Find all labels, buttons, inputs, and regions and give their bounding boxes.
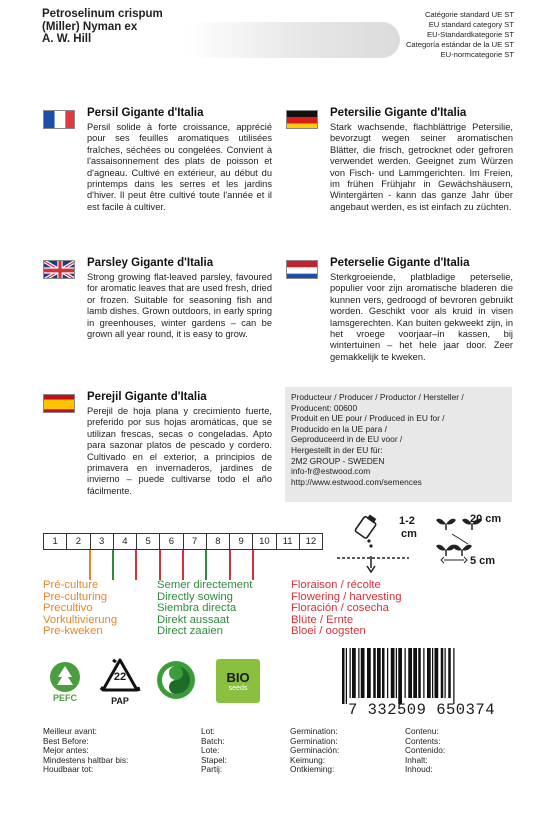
legend-line: Floraison / récolte — [291, 579, 381, 591]
calendar-mark — [135, 550, 137, 580]
fr-description: Persil solide à forte croissance, apprécié pour ses feuilles aromatiques utilisées fraîches, séchées ou congelées. Convient à l'assaisonnement des plats de poisson et d'agneau. Cultivé en extérieur, au début du printemps dans les serres et les jardins d'hiver. Il peut être cultivé toute l'année et il est facile à cultiver. — [87, 122, 272, 212]
lot-labels — [201, 727, 227, 775]
de-description: Stark wachsende, flachblättrige Petersilie, bevorzugt wegen seiner aromatischen Blätter, die frisch, getrocknet oder gefroren verwendet werden. Geeignet zum Würzen von Fisch- und Lammgerichten. Im Freien, im frühen Frühjahr in Gewächshäusern, Wintergärten - kann das ganze Jahr über angebaut werden, es ist einfach zu züchten. — [330, 122, 513, 212]
month-cell: 8 — [207, 534, 230, 549]
producer-line: 2M2 GROUP - SWEDEN — [291, 455, 385, 466]
category-line: EU standard category ST — [428, 20, 514, 29]
spain-flag-icon — [43, 394, 75, 413]
de-title: Petersilie Gigante d'Italia — [330, 107, 467, 119]
plant-spacing: 5 cm — [470, 555, 496, 567]
producer-line: Producido en la UE para / — [291, 423, 387, 434]
field-label: Inhoud: — [405, 764, 433, 775]
category-line: Categoría estándar de la UE ST — [405, 40, 514, 49]
field-label: Best Before: — [43, 735, 89, 746]
legend-preculture — [43, 580, 117, 638]
field-label: Germinación: — [290, 745, 340, 756]
calendar-mark — [205, 550, 207, 580]
barcode-bar — [398, 648, 402, 704]
barcode-bar — [448, 648, 451, 698]
barcode-bars — [330, 646, 513, 704]
field-label: Ontkieming: — [290, 764, 335, 775]
producer-line: Geproduceerd in de EU voor / — [291, 434, 403, 445]
green-dot-icon — [156, 660, 196, 705]
legend-line: Vorkultivierung — [43, 613, 118, 626]
nl-description: Sterkgroeiende, platbladige peterselie, populier voor zijn aromatische bladeren die kunnen vers, gedroogd of bevroren gebruikt worden. Geschikt voor als kruid in visen lamsgerechten. Kan buiten gekweekt zijn, in het vroege voorjaar–in kassen, bij wintertuinen – het hele jaar door. Zeer gemakkelijk te kweken. — [330, 272, 513, 362]
producer-line: Produit en UE pour / Produced in EU for / — [291, 413, 445, 424]
legend-line: Pre-kweken — [43, 625, 103, 638]
field-label: Contents: — [405, 735, 441, 746]
month-cell: 5 — [137, 534, 160, 549]
producer-info-box — [285, 387, 512, 502]
legend-line: Siembra directa — [157, 602, 237, 615]
sowing-depth-info — [333, 508, 417, 578]
month-cell: 9 — [230, 534, 253, 549]
barcode-bar — [361, 648, 365, 698]
barcode-bar — [352, 648, 356, 698]
barcode-bar — [382, 648, 385, 698]
calendar-mark — [182, 550, 184, 580]
calendar-mark — [112, 550, 114, 580]
barcode-bar — [367, 648, 371, 698]
barcode-bar — [373, 648, 376, 698]
barcode-bar — [453, 648, 454, 704]
calendar-mark — [159, 550, 161, 580]
eu-category-list — [364, 10, 514, 60]
producer-line: Hergestellt in der EU für: — [291, 444, 383, 455]
legend-line: Direkt aussaat — [157, 613, 230, 626]
barcode-bar — [423, 648, 424, 698]
france-flag-icon — [43, 110, 75, 129]
legend-line: Pre-culturing — [43, 590, 108, 603]
field-label: Meilleur avant: — [43, 726, 97, 736]
legend-line: Flowering / harvesting — [291, 590, 402, 603]
depth-unit: cm — [401, 528, 417, 540]
barcode-bar — [418, 648, 421, 698]
field-label: Germination: — [290, 726, 338, 736]
month-cell: 2 — [67, 534, 90, 549]
species-line: (Miller) Nyman ex — [42, 20, 138, 33]
legend-line: Precultivo — [43, 602, 93, 615]
legend-line: Bloei / oogsten — [291, 625, 366, 638]
month-cell: 11 — [277, 534, 300, 549]
legend-line: Direct zaaien — [157, 625, 223, 638]
barcode-bar — [445, 648, 446, 698]
pefc-logo — [42, 658, 88, 708]
field-label: Mindestens haltbar bis: — [43, 754, 129, 765]
recycle-logo — [98, 657, 142, 709]
field-label: Inhalt: — [405, 754, 428, 765]
barcode-bar — [358, 648, 359, 698]
field-label: Keimung: — [290, 754, 326, 765]
depth-value: 1-2 — [399, 515, 415, 527]
producer-line: Producteur / Producer / Productor / Hersteller / — [291, 392, 464, 402]
producer-line: Producent: 00600 — [291, 402, 358, 413]
calendar-mark — [89, 550, 91, 580]
bio-label: BIO — [226, 670, 250, 685]
contents-labels — [405, 727, 445, 775]
es-description: Perejil de hoja plana y crecimiento fuerte, preferido por sus hojas aromáticas, que se utilizan frescas, secas o congeladas. Apto para sazonar platos de pescado y cordero. Cultivado en el exterior, a principios de primavera en invernaderos, jardines de invierno – puede cultivarse todo el año fácilmente. — [87, 406, 272, 496]
legend-direct-sowing — [157, 580, 252, 638]
month-row — [43, 533, 323, 550]
barcode-bar — [346, 648, 347, 704]
category-line: EU-Standardkategorie ST — [427, 30, 514, 39]
barcode-bar — [432, 648, 433, 698]
nl-title: Peterselie Gigante d'Italia — [330, 257, 470, 269]
plant-spacing-info — [432, 510, 517, 572]
legend-line: Floración / cosecha — [291, 602, 389, 615]
category-line: Catégorie standard UE ST — [424, 10, 514, 19]
barcode-digits: 7 332509 650374 — [347, 701, 496, 719]
field-label: Stapel: — [201, 754, 227, 765]
barcode-bar — [391, 648, 395, 698]
product-barcode — [330, 646, 513, 718]
month-cell: 1 — [44, 534, 67, 549]
barcode-bar — [350, 648, 351, 698]
es-title: Perejil Gigante d'Italia — [87, 391, 207, 403]
species-line: Petroselinum crispum — [42, 8, 163, 20]
germination-labels — [290, 727, 339, 775]
bio-sub-label: seeds — [228, 685, 248, 692]
month-cell: 6 — [160, 534, 183, 549]
legend-line: Pré-culture — [43, 579, 99, 591]
germany-flag-icon — [286, 110, 318, 129]
barcode-bar — [408, 648, 412, 698]
barcode-bar — [342, 648, 345, 704]
pefc-label: PEFC — [52, 693, 77, 703]
barcode-bar — [396, 648, 397, 698]
field-label: Lot: — [201, 726, 215, 736]
sowing-calendar — [43, 533, 323, 581]
barcode-bar — [427, 648, 431, 698]
recycle-code: PAP — [111, 696, 129, 706]
barcode-bar — [387, 648, 388, 698]
field-label: Lote: — [201, 745, 220, 756]
row-spacing: 20 cm — [470, 513, 502, 525]
best-before-labels — [43, 727, 128, 775]
month-cell: 3 — [91, 534, 114, 549]
netherlands-flag-icon — [286, 260, 318, 279]
field-label: Contenido: — [405, 745, 446, 756]
species-name — [42, 8, 242, 46]
month-cell: 4 — [114, 534, 137, 549]
legend-flowering-harvest — [291, 580, 402, 638]
month-cell: 10 — [253, 534, 276, 549]
field-label: Mejor antes: — [43, 745, 89, 756]
barcode-bar — [377, 648, 381, 698]
field-label: Partij: — [201, 764, 223, 775]
month-cell: 12 — [305, 536, 317, 547]
species-line: A. W. Hill — [42, 33, 92, 45]
calendar-mark — [229, 550, 231, 580]
recycle-number: 22 — [113, 671, 127, 683]
producer-email[interactable]: info-fr@estwood.com — [291, 466, 371, 477]
calendar-mark — [252, 550, 254, 580]
barcode-bar — [405, 648, 406, 698]
uk-flag-icon — [43, 260, 75, 279]
producer-website[interactable]: http://www.estwood.com/semences — [291, 476, 422, 487]
barcode-bar — [413, 648, 417, 698]
fr-title: Persil Gigante d'Italia — [87, 107, 204, 119]
barcode-bar — [441, 648, 444, 698]
en-description: Strong growing flat-leaved parsley, favoured for aromatic leaves that are used fresh, dried or frozen. Suitable for seasoning fish and lamb dishes. Grown outdoors, in early spring in greenhouses, winter gardens – can be grown all year round, it is easy to grow. — [87, 272, 272, 340]
legend-line: Semer directement — [157, 579, 253, 591]
category-line: EU-normcategorie ST — [440, 50, 514, 59]
bio-seeds-logo — [216, 659, 260, 703]
field-label: Houdbaar tot: — [43, 764, 94, 775]
barcode-bar — [435, 648, 439, 698]
legend-line: Blüte / Ernte — [291, 613, 354, 626]
field-label: Batch: — [201, 735, 225, 746]
field-label: Germination: — [290, 735, 338, 746]
en-title: Parsley Gigante d'Italia — [87, 257, 214, 269]
field-label: Contenu: — [405, 726, 439, 736]
month-cell: 7 — [184, 534, 207, 549]
legend-line: Directly sowing — [157, 590, 233, 603]
